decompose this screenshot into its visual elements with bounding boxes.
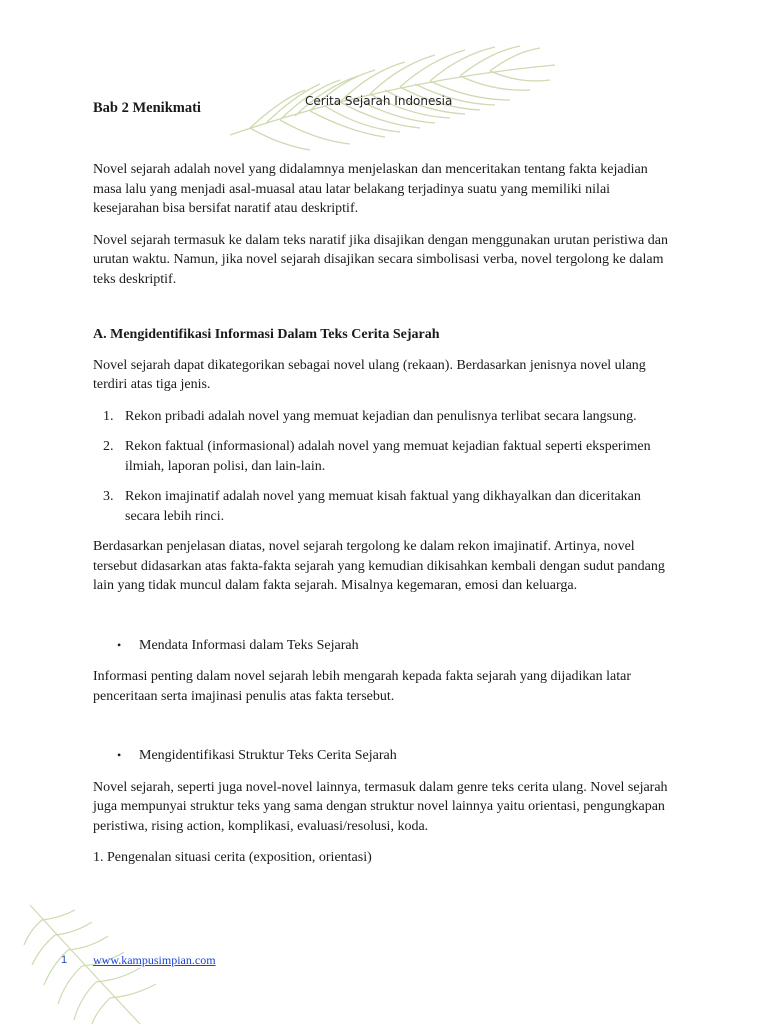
bullet-heading-mendata — [93, 636, 678, 656]
list-item-text: Rekon faktual (informasional) adalah novel yang memuat kejadian faktual seperti eksperimen ilmiah, laporan polisi, dan lain-lain. — [125, 439, 651, 474]
spacer — [93, 718, 678, 746]
list-item — [93, 437, 678, 476]
document-body — [93, 160, 678, 880]
bullet-icon: • — [117, 637, 122, 652]
intro-paragraph-2: Novel sejarah termasuk ke dalam teks naratif jika disajikan dengan menggunakan urutan peristiwa dan urutan waktu. Namun, jika novel sejarah disajikan secara simbolisasi verba, novel tergolong ke dalam teks deskriptif. — [93, 232, 668, 287]
spacer — [93, 301, 678, 325]
list-item-number: 2. — [103, 439, 114, 454]
list-item-number: 1. — [103, 408, 114, 424]
section-a-conclusion: Berdasarkan penjelasan diatas, novel sejarah tergolong ke dalam rekon imajinatif. Artinya, novel tersebut didasarkan atas fakta-fakta sejarah yang kemudian dikisahkan kembali dengan sudut pandang lain yang tidak muncul dalam fakta sejarah. Misalnya kegemaran, emosi dan keluarga. — [93, 539, 665, 593]
spacer — [93, 608, 678, 636]
bullet-heading-struktur — [93, 746, 678, 766]
mendata-paragraph: Informasi penting dalam novel sejarah lebih mengarah kepada fakta sejarah yang dijadikan latar penceritaan serta imajinasi penulis atas fakta tersebut. — [93, 669, 632, 704]
struktur-item-1: 1. Pengenalan situasi cerita (exposition, orientasi) — [93, 850, 372, 865]
section-a-intro: Novel sejarah dapat dikategorikan sebagai novel ulang (rekaan). Berdasarkan jenisnya novel ulang terdiri atas tiga jenis. — [93, 357, 646, 392]
page-number: 1 — [61, 954, 68, 966]
chapter-label: Bab 2 Menikmati — [93, 100, 201, 116]
rekon-type-list — [93, 407, 678, 527]
list-item-text: Rekon imajinatif adalah novel yang memuat kisah faktual yang dikhayalkan dan diceritakan secara lebih rinci. — [125, 489, 641, 524]
list-item-text: Rekon pribadi adalah novel yang memuat kejadian dan penulisnya terlibat secara langsung. — [125, 408, 637, 424]
section-a-heading: A. Mengidentifikasi Informasi Dalam Teks Cerita Sejarah — [93, 327, 440, 342]
intro-paragraph-1: Novel sejarah adalah novel yang didalamnya menjelaskan dan menceritakan tentang fakta kejadian masa lalu yang menjadi asal-muasal atau latar belakang terjadinya suatu yang memiliki nilai kesejarahan bisa bersifat naratif atau deskriptif. — [93, 162, 648, 216]
list-item-number: 3. — [103, 489, 114, 504]
bullet-heading-text: Mengidentifikasi Struktur Teks Cerita Sejarah — [139, 748, 397, 763]
bullet-icon: • — [117, 748, 122, 762]
footer-website-link[interactable]: www.kampusimpian.com — [93, 953, 216, 967]
bullet-heading-text: Mendata Informasi dalam Teks Sejarah — [139, 637, 359, 653]
page-header-title: Cerita Sejarah Indonesia — [305, 94, 453, 108]
list-item — [93, 487, 678, 526]
list-item — [93, 407, 678, 427]
struktur-paragraph: Novel sejarah, seperti juga novel-novel lainnya, termasuk dalam genre teks cerita ulang. Novel sejarah juga mempunyai struktur teks yang sama dengan struktur novel lainnya yaitu orientasi, pengungkapan peristiwa, rising action, komplikasi, evaluasi/resolusi, koda. — [93, 779, 668, 834]
